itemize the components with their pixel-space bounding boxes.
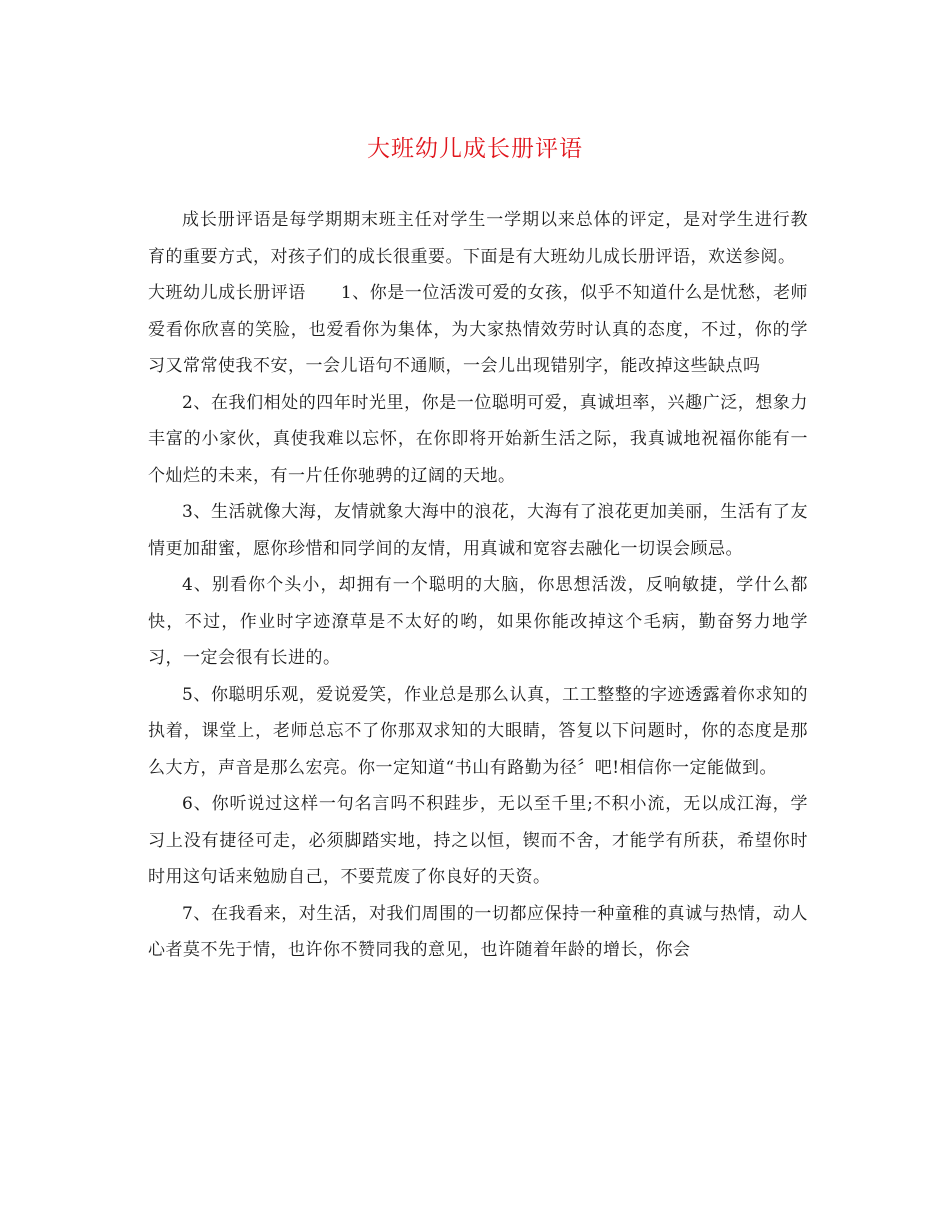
document-title: 大班幼儿成长册评语 xyxy=(367,136,583,162)
intro-paragraph: 成长册评语是每学期期末班主任对学生一学期以来总体的评定，是对学生进行教育的重要方式，对孩子们的成长很重要。下面是有大班幼儿成长册评语，欢送参阅。 xyxy=(148,210,808,267)
comment-paragraph-3: 3、生活就像大海，友情就象大海中的浪花，大海有了浪花更加美丽，生活有了友情更加甜蜜，愿你珍惜和同学间的友情，用真诚和宽容去融化一切误会顾忌。 xyxy=(148,502,808,559)
comment-paragraph-2: 2、在我们相处的四年时光里，你是一位聪明可爱，真诚坦率，兴趣广泛，想象力丰富的小家伙，真使我难以忘怀，在你即将开始新生活之际，我真诚地祝福你能有一个灿烂的未来，有一片任你驰骋的辽阔的天地。 xyxy=(148,392,808,486)
comment-paragraph-1: 大班幼儿成长册评语 1、你是一位活泼可爱的女孩，似乎不知道什么是忧愁，老师爱看你欣喜的笑脸，也爱看你为集体，为大家热情效劳时认真的态度，不过，你的学习又常常使我不安，一会儿语句不通顺，一会儿出现错别字，能改掉这些缺点吗 xyxy=(148,283,808,376)
document-body xyxy=(148,202,808,969)
comment-paragraph-4: 4、别看你个头小，却拥有一个聪明的大脑，你思想活泼，反响敏捷，学什么都快，不过，作业时字迹潦草是不太好的哟，如果你能改掉这个毛病，勤奋努力地学习，一定会很有长进的。 xyxy=(148,575,808,668)
comment-paragraph-7: 7、在我看来，对生活，对我们周围的一切都应保持一种童稚的真诚与热情，动人心者莫不先于情，也许你不赞同我的意见，也许随着年龄的增长，你会 xyxy=(148,903,808,960)
comment-paragraph-6: 6、你听说过这样一句名言吗不积跬步，无以至千里;不积小流，无以成江海，学习上没有捷径可走，必须脚踏实地，持之以恒，锲而不舍，才能学有所获，希望你时时用这句话来勉励自己，不要荒废了你良好的天资。 xyxy=(148,794,808,887)
comment-paragraph-5: 5、你聪明乐观，爱说爱笑，作业总是那么认真，工工整整的字迹透露着你求知的执着，课堂上，老师总忘不了你那双求知的大眼睛，答复以下问题时，你的态度是那么大方，声音是那么宏亮。你一定知道“书山有路勤为径〞吧!相信你一定能做到。 xyxy=(148,684,808,778)
